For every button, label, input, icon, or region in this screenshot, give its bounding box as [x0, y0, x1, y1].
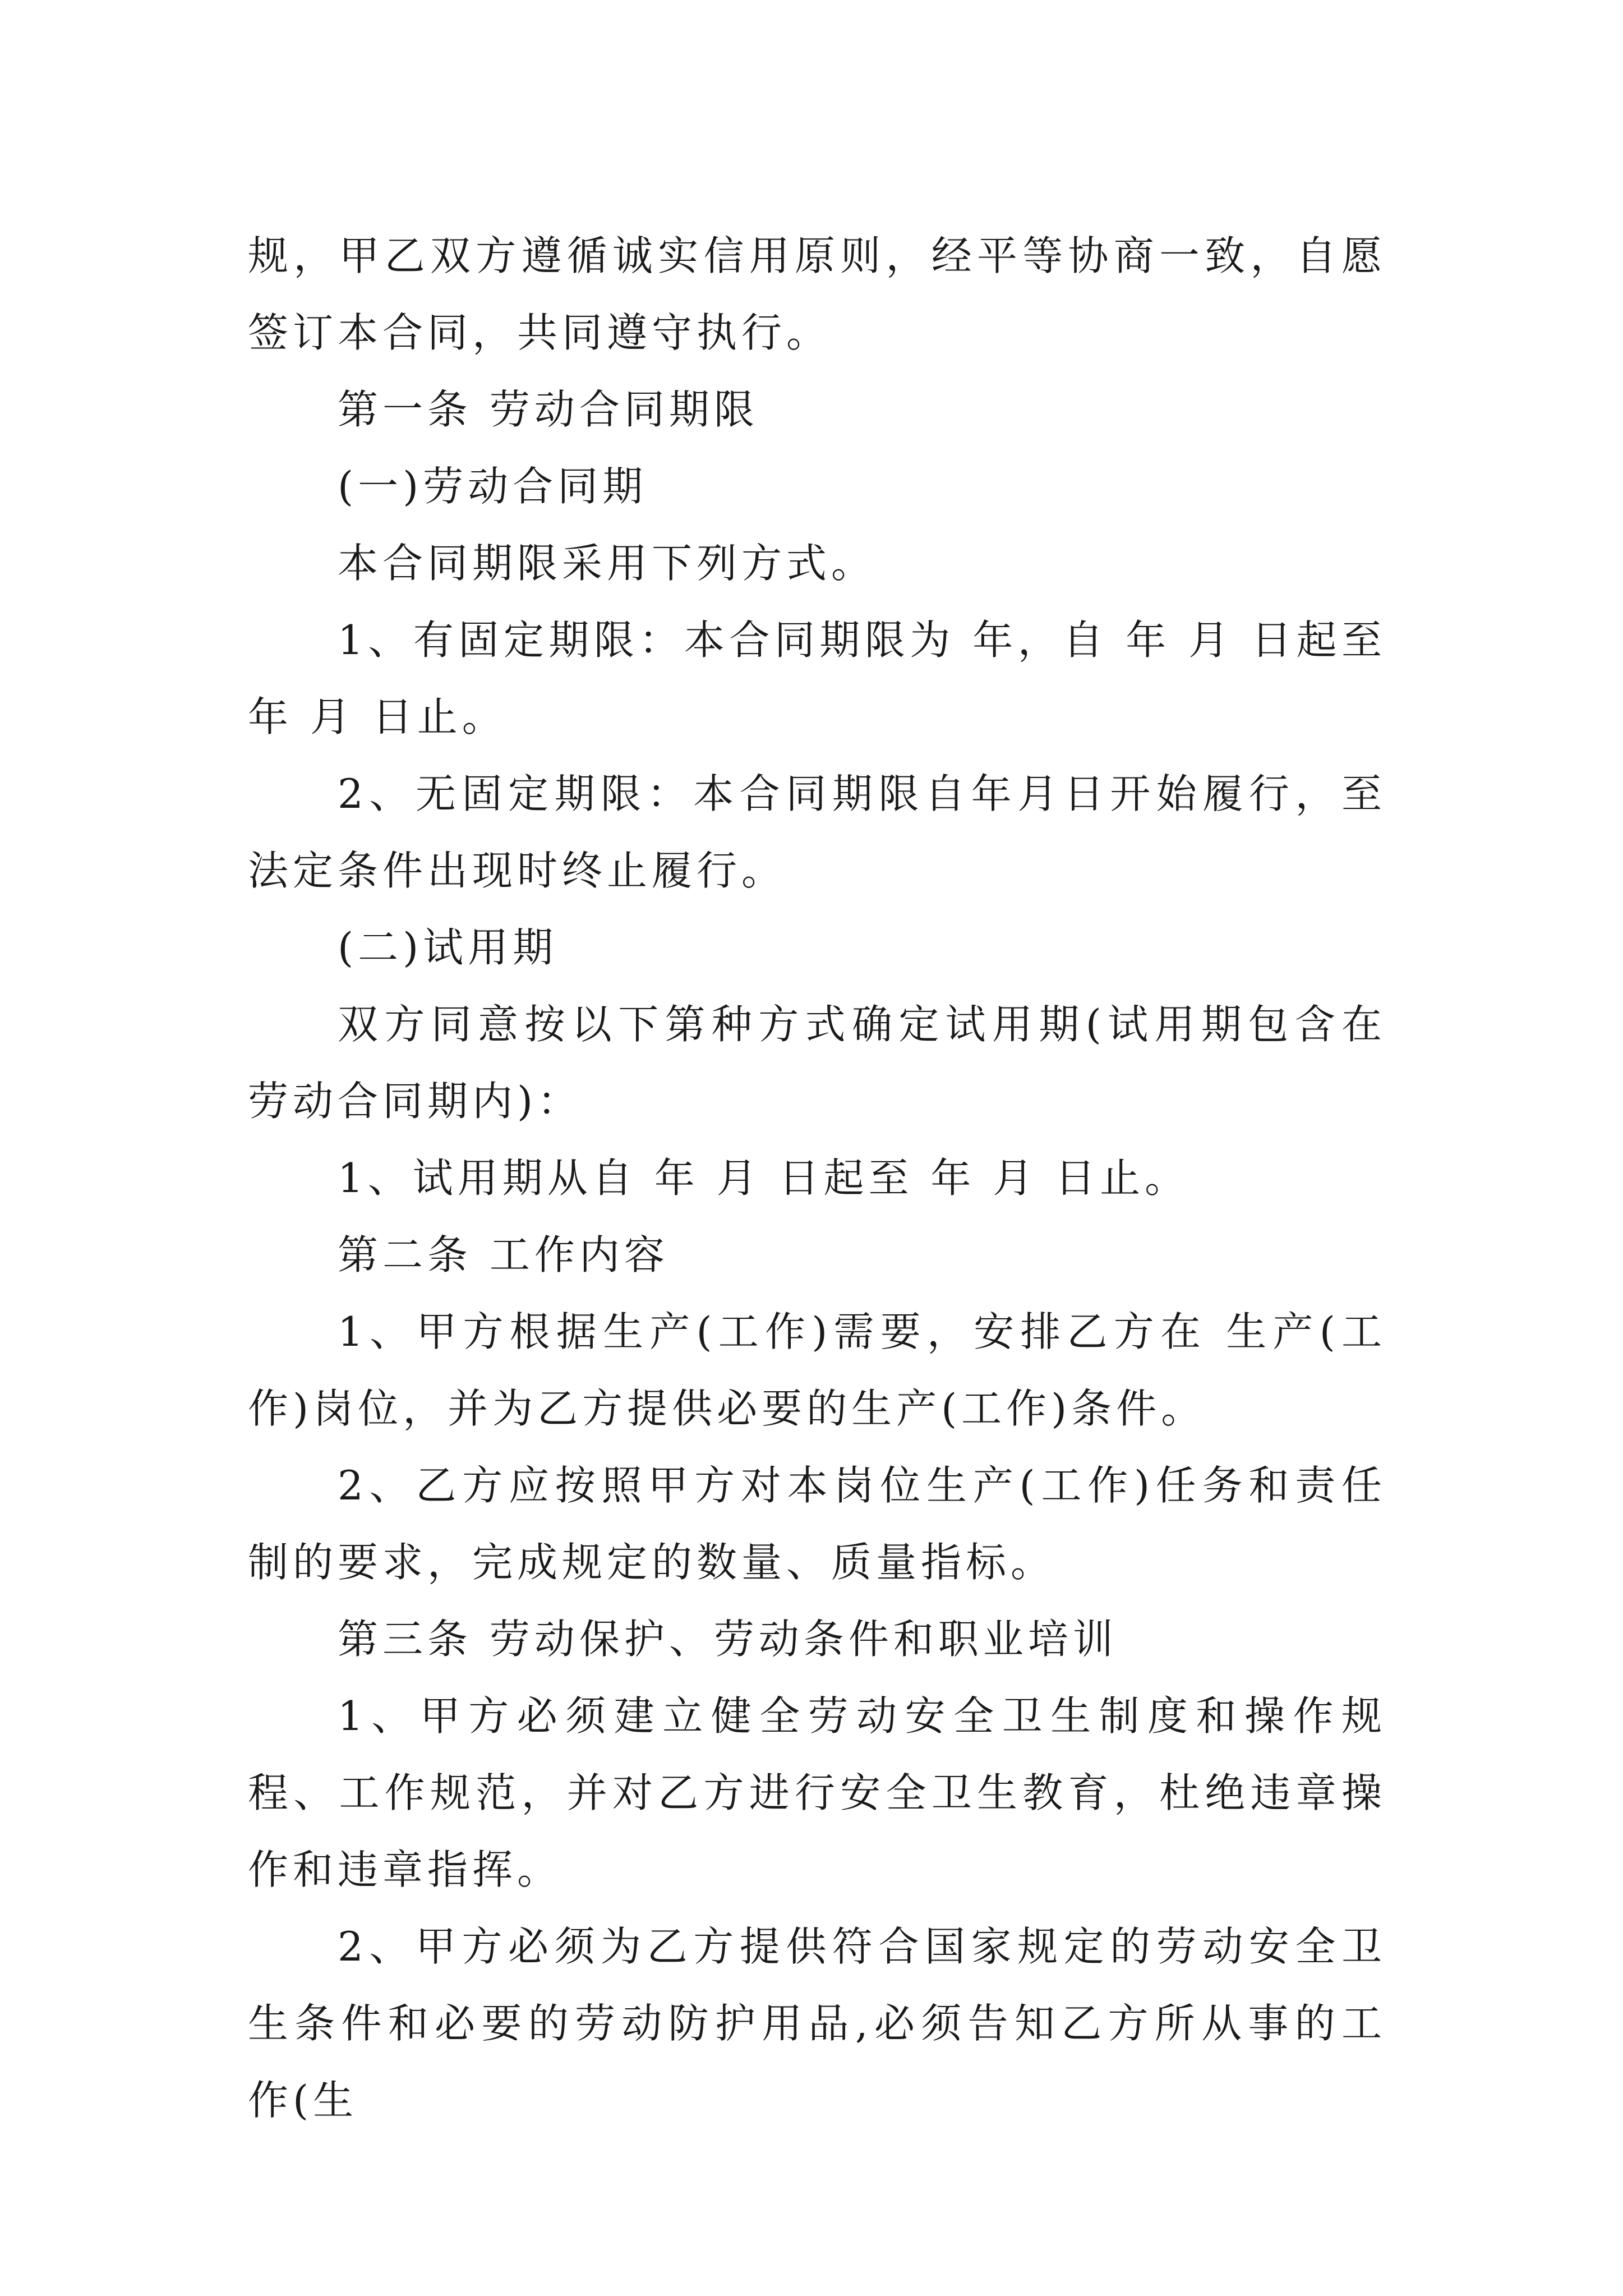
article-1-heading: 第一条 劳动合同期限 — [338, 386, 759, 433]
paragraph-safety-conditions: 2、甲方必须为乙方提供符合国家规定的劳动安全卫生条件和必要的劳动防护用品,必须告知乙方所从事的工作(生 — [248, 1923, 1386, 2124]
section-probation-heading: (二)试用期 — [338, 924, 558, 971]
paragraph-open-term: 2、无固定期限：本合同期限自年月日开始履行，至法定条件出现时终止履行。 — [248, 770, 1386, 894]
section-contract-term-heading: (一)劳动合同期 — [338, 463, 648, 510]
contract-body — [248, 218, 1386, 2139]
paragraph-probation-dates: 1、试用期从自 年 月 日起至 年 月 日止。 — [338, 1154, 1190, 1202]
paragraph-safety-system: 1、甲方必须建立健全劳动安全卫生制度和操作规程、工作规范，并对乙方进行安全卫生教育，杜绝违章操作和违章指挥。 — [248, 1692, 1386, 1893]
paragraph-job-assignment: 1、甲方根据生产(工作)需要，安排乙方在 生产(工作)岗位，并为乙方提供必要的生产(工作)条件。 — [248, 1308, 1386, 1432]
paragraph-preamble-end: 规，甲乙双方遵循诚实信用原则，经平等协商一致，自愿签订本合同，共同遵守执行。 — [248, 232, 1386, 356]
article-2-heading: 第二条 工作内容 — [338, 1231, 669, 1278]
article-3-heading: 第三条 劳动保护、劳动条件和职业培训 — [338, 1616, 1118, 1663]
paragraph-job-requirements: 2、乙方应按照甲方对本岗位生产(工作)任务和责任制的要求，完成规定的数量、质量指标。 — [248, 1462, 1386, 1586]
paragraph-fixed-term: 1、有固定期限：本合同期限为 年，自 年 月 日起至 年 月 日止。 — [248, 616, 1386, 740]
paragraph-probation-method: 双方同意按以下第种方式确定试用期(试用期包含在劳动合同期内)： — [248, 1001, 1386, 1125]
paragraph-term-method: 本合同期限采用下列方式。 — [338, 540, 877, 587]
